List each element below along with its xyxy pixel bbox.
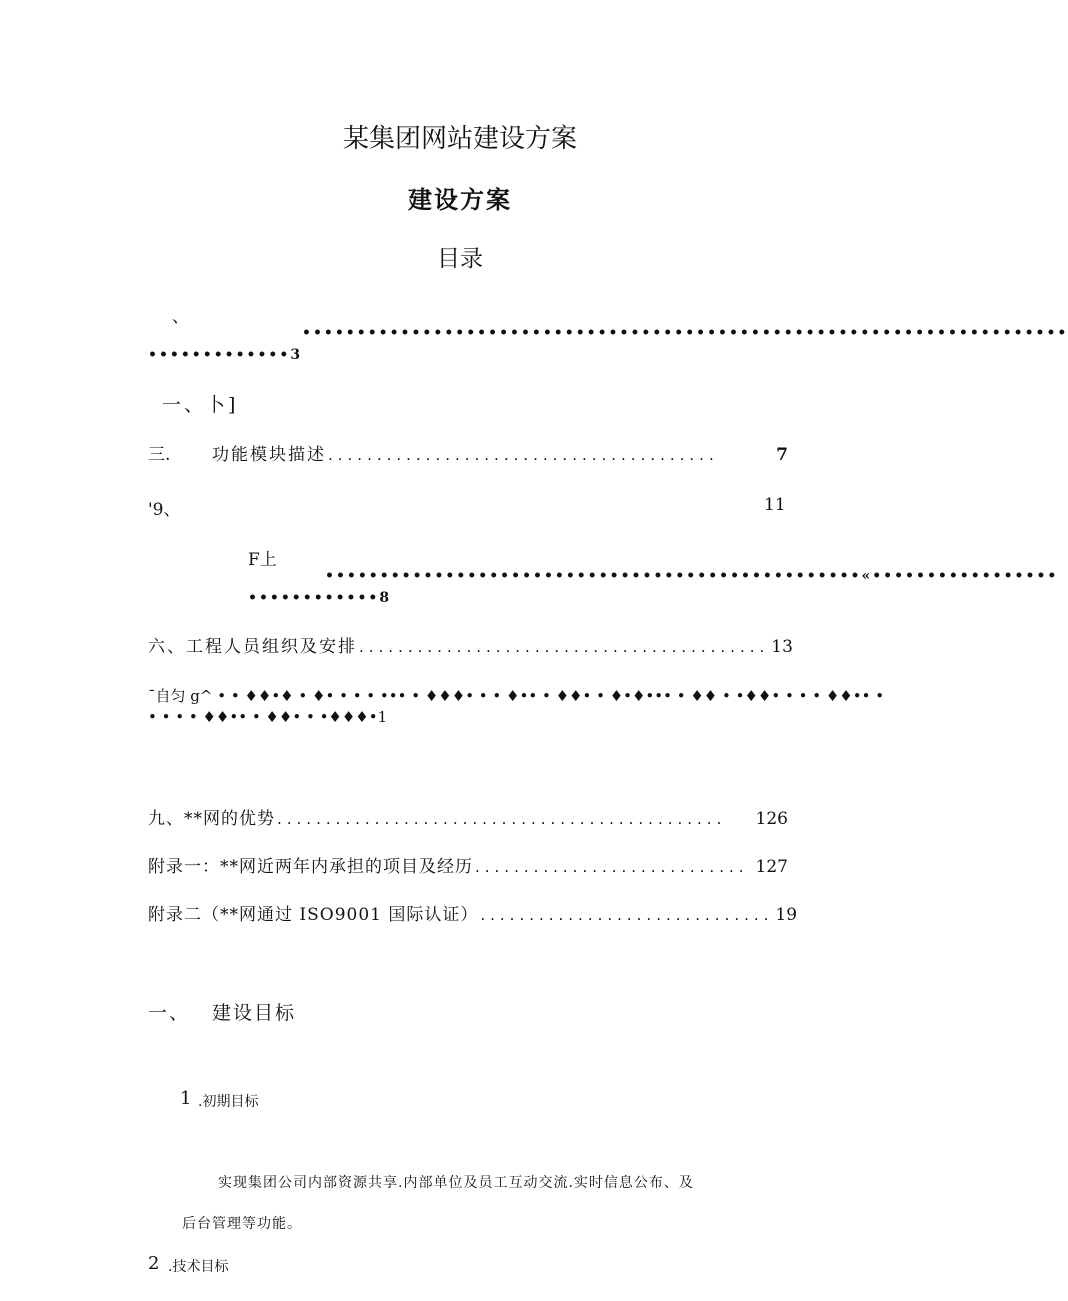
toc-entry5-cont: ••••••••••••8: [248, 590, 392, 606]
toc-entry5-dots: •••••••••••••••••••••••••••••••••••••••••••••••••«•••••••••••••••••: [325, 568, 1059, 584]
toc-entry3-label: 功能模块描述: [212, 445, 326, 465]
toc-appendix2-page: 19: [775, 905, 798, 925]
toc-entry4-page: 11: [764, 495, 786, 515]
toc-entry5-label: F上: [248, 550, 277, 570]
toc-title: 目录: [437, 246, 483, 272]
toc-entry7-line1: ˉ自匀 g^ • • ♦♦•♦ • ♦• • • • ••• • ♦♦♦• • • ♦•• • ♦♦• • ♦•♦••• • ♦♦ • •♦♦• • • • ♦♦•• •: [148, 687, 885, 705]
toc-entry9-label: 九、**网的优势: [148, 809, 275, 829]
toc-entry3: [212, 440, 788, 465]
toc-entry7-line2: • • • • ♦♦•• • ♦♦• • •♦♦♦•1: [148, 708, 388, 726]
document-title: 某集团网站建设方案: [342, 124, 577, 154]
toc-entry3-page: 7: [776, 445, 788, 465]
toc-appendix2-label: 附录二（**网通过 ISO9001 国际认证）: [148, 905, 479, 925]
toc-entry6-leader: ..........................................: [359, 638, 770, 656]
toc-entry9: [148, 804, 788, 829]
toc-entry6: [148, 632, 793, 657]
toc-entry3-num: 三.: [148, 445, 171, 465]
toc-appendix1-leader: ............................: [475, 858, 749, 876]
toc-entry1-cont: •••••••••••••3: [148, 347, 303, 363]
toc-appendix1-label: 附录一：**网近两年内承担的项目及经历: [148, 857, 473, 877]
toc-entry9-page: 126: [755, 809, 788, 829]
toc-entry6-page: 13: [771, 637, 793, 657]
paragraph1-line1: 实现集团公司内部资源共享.内部单位及员工互动交流.实时信息公布、及: [218, 1175, 694, 1191]
toc-entry4-num: '9、: [148, 500, 181, 520]
paragraph1-line2: 后台管理等功能。: [182, 1216, 302, 1232]
toc-entry2: 一、卜]: [162, 394, 239, 416]
item2-number: 2: [148, 1253, 160, 1274]
item1-title: .初期目标: [198, 1094, 259, 1110]
toc-appendix2: [148, 900, 798, 925]
toc-entry9-leader: ..............................................: [277, 810, 727, 828]
toc-appendix2-leader: ..............................: [480, 906, 774, 924]
toc-entry3-leader: ........................................: [328, 446, 719, 464]
document-subtitle: 建设方案: [408, 185, 512, 214]
toc-appendix1-page: 127: [755, 857, 788, 877]
toc-entry1-dots: ••••••••••••••••••••••••••••••••••••••••••••••••••••••••••••••••••••••: [302, 325, 1068, 341]
item1-number: 1: [180, 1088, 192, 1109]
toc-entry6-label: 六、工程人员组织及安排: [148, 637, 357, 657]
toc-entry1-mark: 、: [172, 307, 189, 327]
section1-title: 建设目标: [212, 1002, 297, 1024]
item2-title: .技术目标: [168, 1259, 229, 1275]
section1-number: 一、: [148, 1002, 191, 1024]
toc-appendix1: [148, 852, 788, 877]
